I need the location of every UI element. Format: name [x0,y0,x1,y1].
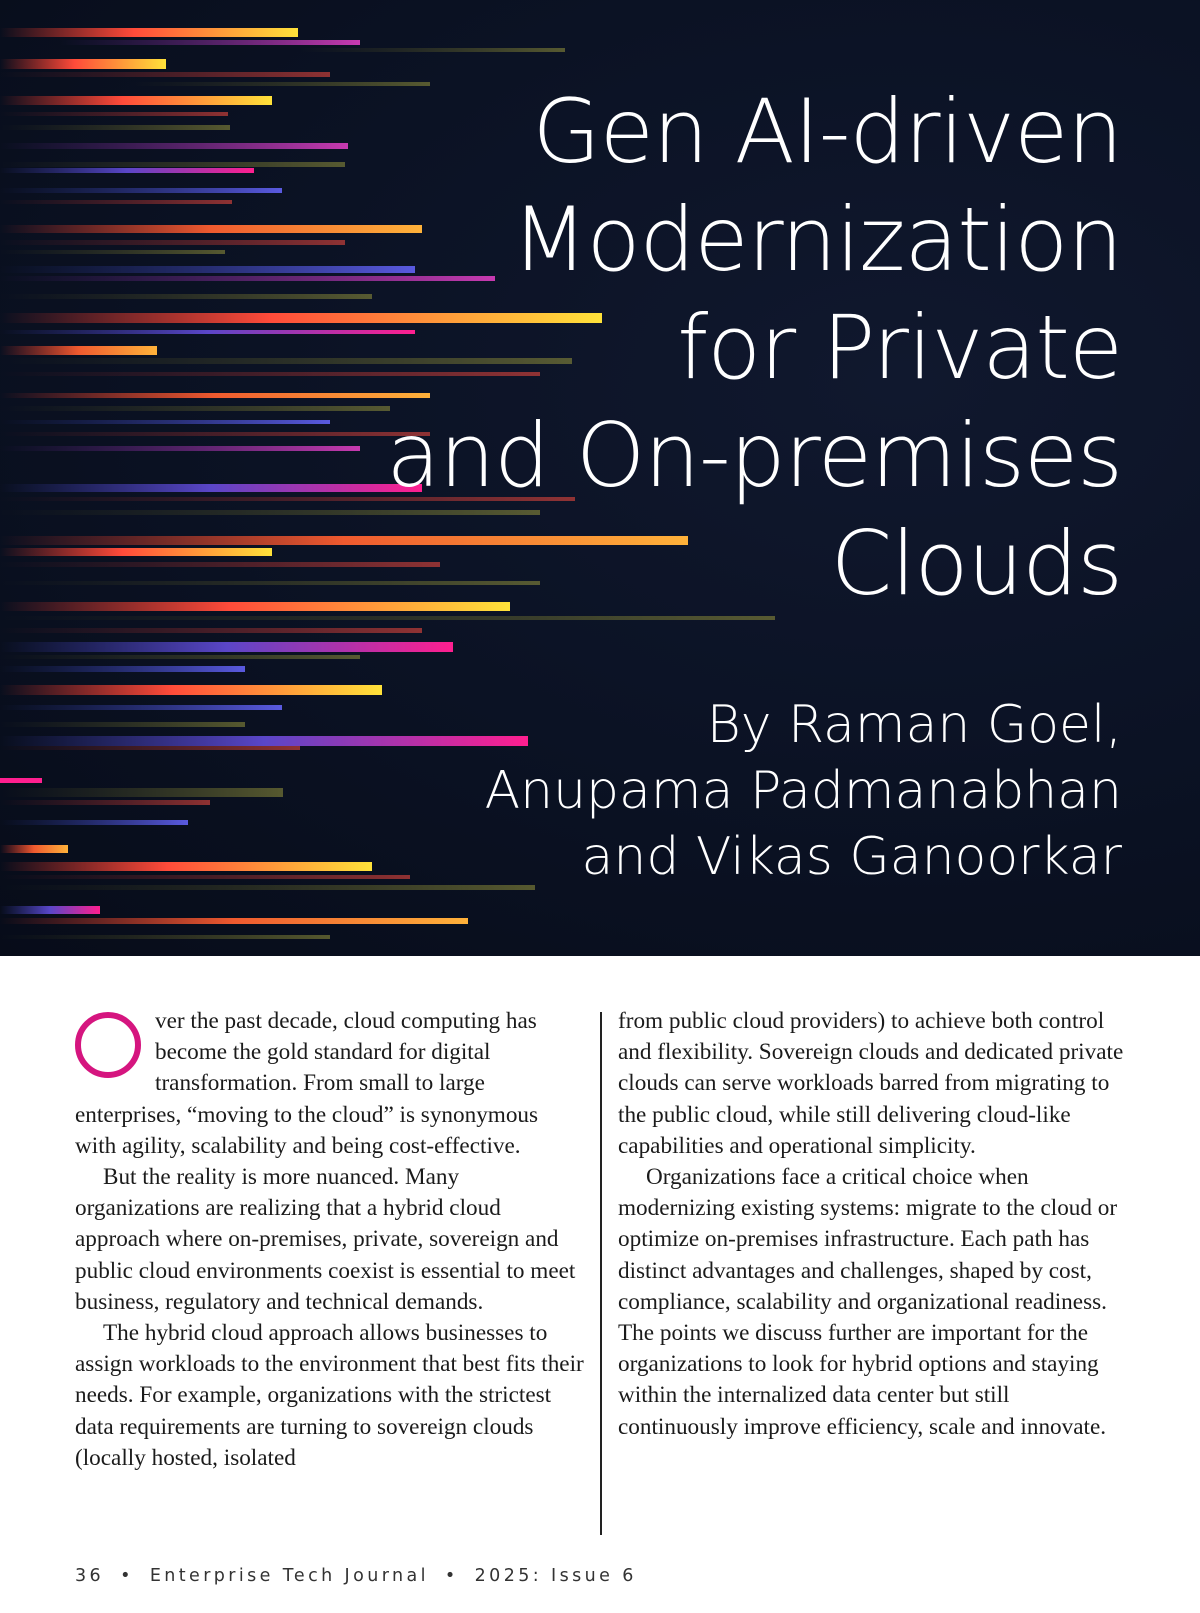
byline-line: By Raman Goel, [706,695,1122,755]
title-line: Modernization [511,188,1122,291]
paragraph: The hybrid cloud approach allows businesses to assign workloads to the environment that best fits their needs. For example, organizations with the strictest data requirements are turning to sovereign clouds (locally hosted, isolated [75,1320,584,1471]
opening-paragraph-block [75,1006,585,1162]
dropcap-letter [75,1012,141,1078]
paragraph: from public cloud providers) to achieve both control and flexibility. Sovereign clouds and dedicated private clouds can serve workloads barred from migrating to the public cloud, while still delivering cloud-like capabilities and operational simplicity. [618,1008,1124,1159]
paragraph: ver the past decade, cloud computing has become the gold standard for digital transformation. From small to large enterprises, “moving to the cloud” is synonymous with agility, scalability and being cost-effective. [75,1008,539,1159]
title-line: and On-premises [386,404,1122,507]
title-line: Clouds [830,512,1122,615]
byline-line: and Vikas Ganoorkar [581,827,1122,887]
page-number: 36 [75,1566,105,1586]
author-byline [362,692,1122,890]
publication-name: Enterprise Tech Journal [149,1566,429,1586]
footer-separator: • [444,1566,459,1586]
column-divider [600,1012,602,1535]
article-title [362,78,1122,618]
title-line: for Private [677,296,1122,399]
paragraph: But the reality is more nuanced. Many organizations are realizing that a hybrid cloud approach where on-premises, private, sovereign and public cloud environments coexist is essential to meet business, regulatory and technical demands. [75,1164,576,1315]
body-column-left [75,1006,585,1474]
paragraph: Organizations face a critical choice when modernizing existing systems: migrate to the cloud or optimize on-premises infrastructure. Each path has distinct advantages and challenges, shaped by cost, compliance, scalability and organizational readiness. The points we discuss further are important for the organizations to look for hybrid options and staying within the internalized data center but still continuously improve efficiency, scale and innovate. [618,1164,1118,1440]
footer-separator: • [120,1566,134,1586]
byline-line: Anupama Padmanabhan [484,761,1122,821]
page-footer [75,1566,637,1586]
body-column-right [618,1006,1126,1443]
title-line: Gen AI-driven [532,80,1122,183]
issue-label: 2025: Issue 6 [474,1566,637,1586]
